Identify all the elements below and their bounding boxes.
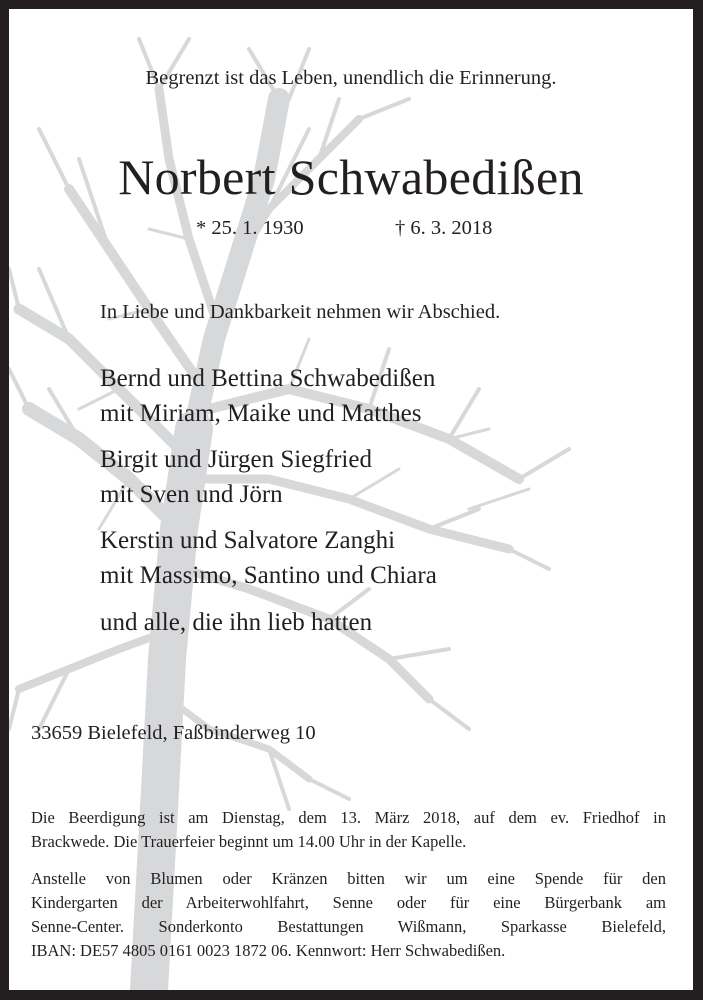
funeral-line: Brackwede. Die Trauerfeier beginnt um 14.00 Uhr in der Kapelle.: [31, 832, 467, 851]
closing-text: und alle, die ihn lieb hatten: [100, 609, 373, 636]
donation-paragraph: [31, 867, 666, 963]
family-line: mit Massimo, Santino und Chiara: [100, 562, 437, 589]
family-line: mit Miriam, Maike und Matthes: [100, 400, 422, 427]
family-line: mit Sven und Jörn: [100, 481, 283, 508]
funeral-paragraph: [31, 806, 666, 854]
donation-line: Anstelle von Blumen oder Kränzen bitten wir um eine Spende für den: [31, 869, 666, 888]
motto-text: Begrenzt ist das Leben, unendlich die Erinnerung.: [145, 67, 557, 89]
family-line: Kerstin und Salvatore Zanghi: [100, 527, 396, 554]
donation-line: Kindergarten der Arbeiterwohlfahrt, Senne oder für eine Bürgerbank am: [31, 893, 666, 912]
family-line: Birgit und Jürgen Siegfried: [100, 446, 372, 473]
donation-line: Senne-Center. Sonderkonto Bestattungen Wißmann, Sparkasse Bielefeld,: [31, 917, 666, 936]
donation-line: IBAN: DE57 4805 0161 0023 1872 06. Kennwort: Herr Schwabedißen.: [31, 941, 506, 960]
birth-date: * 25. 1. 1930: [196, 217, 304, 239]
obituary-card: [9, 9, 693, 990]
address-text: 33659 Bielefeld, Faßbinderweg 10: [31, 722, 316, 744]
death-date: † 6. 3. 2018: [395, 217, 493, 239]
deceased-name-heading: Norbert Schwabedißen: [118, 149, 584, 205]
farewell-text: In Liebe und Dankbarkeit nehmen wir Abschied.: [100, 301, 501, 323]
family-line: Bernd und Bettina Schwabedißen: [100, 365, 436, 392]
funeral-line: Die Beerdigung ist am Dienstag, dem 13. März 2018, auf dem ev. Friedhof in: [31, 808, 666, 827]
